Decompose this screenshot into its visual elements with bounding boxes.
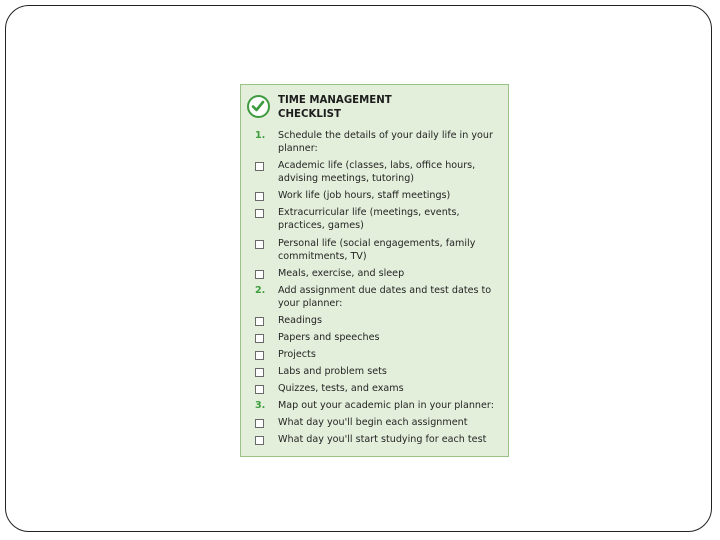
item-text: Papers and speeches xyxy=(278,332,380,343)
item-text: Readings xyxy=(278,315,322,326)
item-text: Labs and problem sets xyxy=(278,366,387,377)
item-text: Projects xyxy=(278,349,316,360)
item-text: Meals, exercise, and sleep xyxy=(278,268,405,279)
item-text: Quizzes, tests, and exams xyxy=(278,383,404,394)
checkbox[interactable] xyxy=(255,368,264,377)
item-text: Work life (job hours, staff meetings) xyxy=(278,190,451,201)
checkbox[interactable] xyxy=(255,351,264,360)
item-text: Map out your academic plan in your planner: xyxy=(278,400,494,411)
item-text: Add assignment due dates and test dates to your planner: xyxy=(278,285,492,309)
checkbox[interactable] xyxy=(255,209,264,218)
check-circle-icon xyxy=(247,95,270,118)
checkbox[interactable] xyxy=(255,317,264,326)
checklist-header xyxy=(245,94,505,124)
item-text: What day you'll start studying for each test xyxy=(278,434,487,445)
checkbox[interactable] xyxy=(255,192,264,201)
item-number: 1. xyxy=(255,130,266,141)
item-text: Extracurricular life (meetings, events, practices, games) xyxy=(278,207,460,231)
item-number: 2. xyxy=(255,285,266,296)
checklist-title xyxy=(278,94,428,122)
item-number: 3. xyxy=(255,400,266,411)
checkbox[interactable] xyxy=(255,419,264,428)
title-line-1: TIME MANAGEMENT xyxy=(278,95,392,106)
item-text: Schedule the details of your daily life in your planner: xyxy=(278,130,493,154)
item-text: What day you'll begin each assignment xyxy=(278,417,468,428)
title-line-2: CHECKLIST xyxy=(278,109,341,120)
slide-frame xyxy=(5,5,712,532)
checkbox[interactable] xyxy=(255,436,264,445)
item-text: Personal life (social engagements, family commitments, TV) xyxy=(278,238,476,262)
checkbox[interactable] xyxy=(255,334,264,343)
checkbox[interactable] xyxy=(255,385,264,394)
checkbox[interactable] xyxy=(255,240,264,249)
checkbox[interactable] xyxy=(255,162,264,171)
checkbox[interactable] xyxy=(255,270,264,279)
item-text: Academic life (classes, labs, office hours, advising meetings, tutoring) xyxy=(278,160,476,184)
time-management-checklist xyxy=(240,84,509,457)
